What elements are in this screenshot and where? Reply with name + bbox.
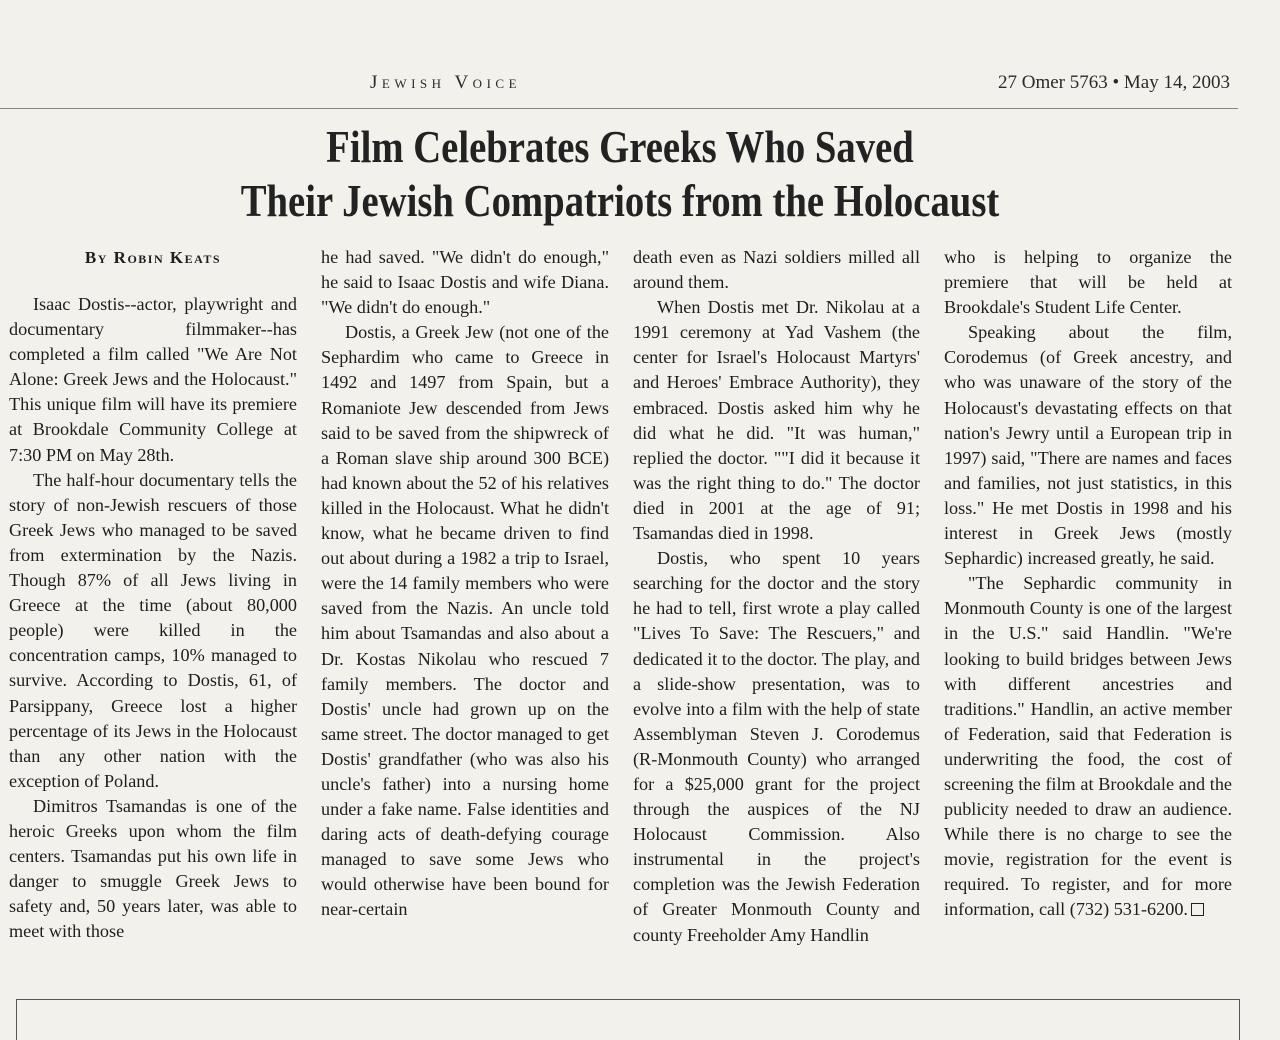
article-column-2 bbox=[321, 245, 609, 923]
byline: By Robin Keats bbox=[84, 248, 222, 267]
paragraph-6: Dostis, who spent 10 years searching for the doctor and the story he had to tell, first wrote a play called "Lives To Save: The Rescuers," and dedicated it to the doctor. The play, and a slide-show presentation, was to evolve into a film with the help of state Assemblyman Steven J. Corodemus (R-Monmouth County) who arranged for a $25,000 grant for the project through the auspices of the NJ Holocaust Commission. Also instrumental in the project's completion was the Jewish Federation of Greater Monmouth County and county Freeholder Amy Handlin bbox=[633, 548, 920, 945]
paragraph-7: Speaking about the film, Corodemus (of Greek ancestry, and who was unaware of the story of the Holocaust's devastating effects on that nation's Jewry until a European trip in 1997) said, "There are names and faces and families, not just statistics, in this loss." He met Dostis in 1998 and his interest in Greek Jews (mostly Sephardic) increased greatly, he said. bbox=[944, 322, 1232, 569]
article-column-1 bbox=[9, 245, 297, 944]
paragraph-8-text: "The Sephardic community in Monmouth County is one of the largest in the U.S." said Handlin. "We're looking to build bridges between Jews with different ancestries and traditions." Handlin, an active member of Federation, said that Federation is underwriting the food, the cost of screening the film at Brookdale and the publicity needed to draw an audience. While there is no charge to see the movie, registration for the event is required. To register, and for more information, call (732) 531-6200. bbox=[944, 573, 1232, 920]
paragraph-4: Dostis, a Greek Jew (not one of the Sephardim who came to Greece in 1492 and 1497 from Spain, but a Romaniote Jew descended from Jews said to be saved from the shipwreck of a Roman slave ship around 300 BCE) had known about the 52 of his relatives killed in the Holocaust. What he didn't know, what he became driven to find out about during a 1982 a trip to Israel, were the 14 family members who were saved from the Nazis. An uncle told him about Tsamandas and also about a Dr. Kostas Nikolau who rescued 7 family members. The doctor and Dostis' uncle had grown up on the same street. The doctor managed to get Dostis' grandfather (who was also his uncle's father) into a nursing home under a fake name. False identities and daring acts of death-defying courage managed to save some Jews who would otherwise have been bound for near-certain bbox=[321, 322, 609, 920]
paragraph-4-cont: death even as Nazi soldiers milled all around them. bbox=[633, 247, 920, 293]
article-column-3 bbox=[633, 245, 920, 948]
paragraph-3-start: Dimitros Tsamandas is one of the heroic Greeks upon whom the film centers. Tsamandas put his own life in danger to smuggle Greek Jews to safety and, 50 years later, was able to meet with those bbox=[9, 795, 297, 942]
paragraph-3-cont: he had saved. "We didn't do enough," he said to Isaac Dostis and wife Diana. "We didn't do enough." bbox=[321, 247, 609, 318]
next-article-box bbox=[16, 999, 1240, 1040]
paragraph-1: Isaac Dostis--actor, playwright and documentary filmmaker--has completed a film called "We Are Not Alone: Greek Jews and the Holocaust." This unique film will have its premiere at Brookdale Community College at 7:30 PM on May 28th. bbox=[9, 294, 297, 465]
paragraph-8 bbox=[944, 571, 1232, 922]
headline-line-1: Film Celebrates Greeks Who Saved bbox=[326, 122, 914, 172]
header-rule bbox=[0, 108, 1238, 109]
headline-line-2: Their Jewish Compatriots from the Holocaust bbox=[240, 176, 1000, 226]
paragraph-5: When Dostis met Dr. Nikolau at a 1991 ceremony at Yad Vashem (the center for Israel's Holocaust Martyrs' and Heroes' Embrace Authority), they embraced. Dostis asked him why he did what he did. "It was human," replied the doctor. ""I did it because it was the right thing to do." The doctor died in 2001 at the age of 91; Tsamandas died in 1998. bbox=[633, 297, 920, 544]
paragraph-2: The half-hour documentary tells the story of non-Jewish rescuers of those Greek Jews who managed to be saved from extermination by the Nazis. Though 87% of all Jews living in Greece at the time (about 80,000 people) were killed in the concentration camps, 10% managed to survive. According to Dostis, 61, of Parsippany, Greece lost a higher percentage of its Jews in the Holocaust than any other nation with the exception of Poland. bbox=[9, 469, 297, 791]
headline bbox=[87, 120, 1153, 228]
publication-name: Jewish Voice bbox=[370, 72, 522, 93]
end-of-article-icon bbox=[1191, 903, 1204, 916]
paragraph-6-cont: who is helping to organize the premiere that will be held at Brookdale's Student Life Center. bbox=[944, 247, 1232, 318]
article-column-4 bbox=[944, 245, 1232, 923]
issue-date: 27 Omer 5763 • May 14, 2003 bbox=[998, 72, 1230, 93]
